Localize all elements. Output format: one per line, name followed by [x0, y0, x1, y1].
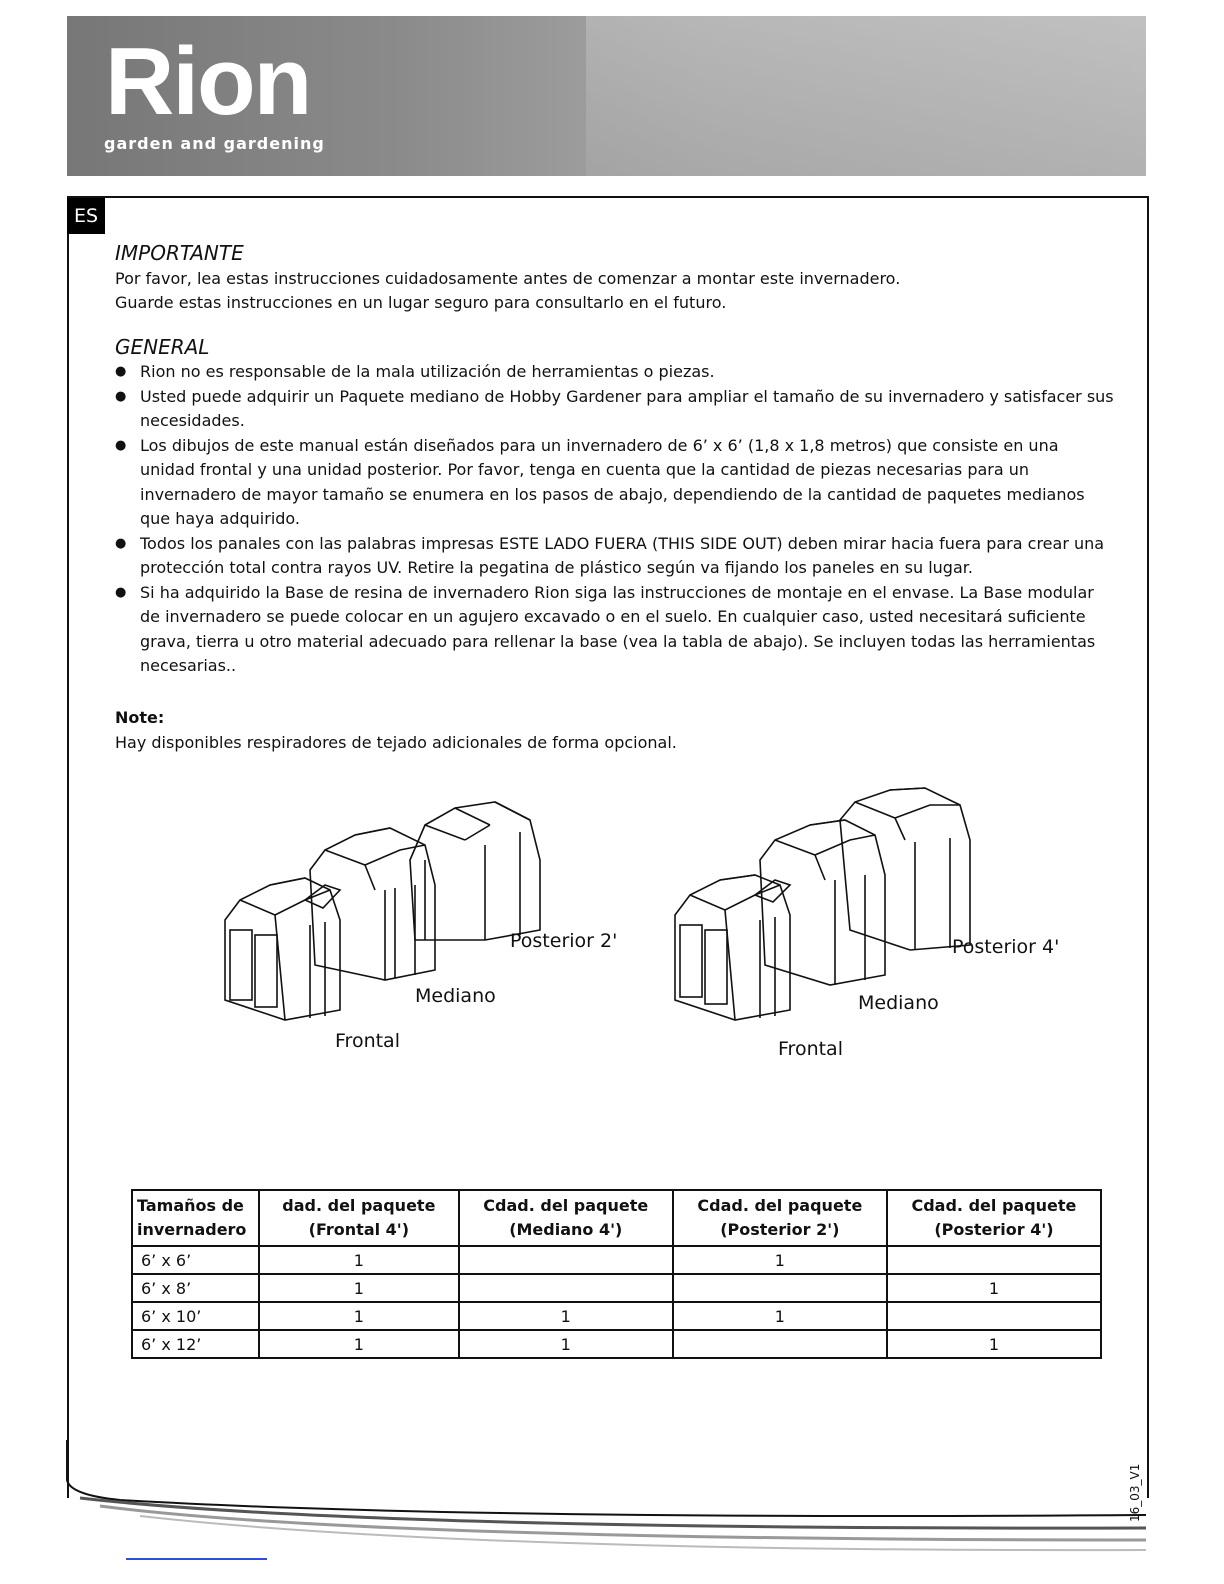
general-item: ● Todos los panales con las palabras impresas ESTE LADO FUERA (THIS SIDE OUT) deben mirar hacia fuera para crear una protección total contra rayos UV. Retire la pegatina de plástico según va fijando los paneles en su lugar.: [115, 532, 1115, 581]
general-title: GENERAL: [115, 335, 210, 359]
table-row: [132, 1246, 1101, 1274]
header-background-shade: [586, 16, 1146, 176]
header-banner: [67, 16, 1146, 176]
table-cell: 1: [259, 1330, 459, 1358]
general-item: ● Rion no es responsable de la mala utilización de herramientas o piezas.: [115, 360, 1115, 385]
importante-title: IMPORTANTE: [115, 241, 244, 265]
table-cell: [887, 1302, 1101, 1330]
table-cell: 1: [259, 1302, 459, 1330]
table-cell: [459, 1246, 673, 1274]
importante-line-1: Por favor, lea estas instrucciones cuidadosamente antes de comenzar a montar este invernadero.: [115, 269, 901, 288]
logo-tagline: garden and gardening: [104, 134, 325, 153]
table-cell: [887, 1246, 1101, 1274]
bottom-link-underline: [126, 1558, 267, 1560]
header-sizes: Tamaños de invernadero: [132, 1190, 259, 1246]
label-posterior-2ft: Posterior 2': [510, 930, 618, 952]
table-cell: [459, 1274, 673, 1302]
importante-line-2: Guarde estas instrucciones en un lugar seguro para consultarlo en el futuro.: [115, 293, 727, 312]
label-frontal-1: Frontal: [335, 1030, 400, 1052]
table-cell: 6’ x 6’: [132, 1246, 259, 1274]
language-badge: ES: [67, 198, 105, 234]
table-row: [132, 1330, 1101, 1358]
table-cell: 1: [459, 1330, 673, 1358]
table-cell: 6’ x 12’: [132, 1330, 259, 1358]
table-cell: 1: [459, 1302, 673, 1330]
label-mediano-1: Mediano: [415, 985, 496, 1007]
general-item: ● Si ha adquirido la Base de resina de invernadero Rion siga las instrucciones de montaje en el envase. La Base modular de invernadero se puede colocar en un agujero excavado o en el suelo. En cualquier caso, usted necesitará suficiente grava, tierra u otro material adecuado para rellenar la base (vea la tabla de abajo). Se incluyen todas las herramientas necesarias..: [115, 581, 1115, 679]
label-mediano-2: Mediano: [858, 992, 939, 1014]
table-cell: 6’ x 10’: [132, 1302, 259, 1330]
general-item: ● Usted puede adquirir un Paquete mediano de Hobby Gardener para ampliar el tamaño de su invernadero y satisfacer sus necesidades.: [115, 385, 1115, 434]
header-posterior-4: Cdad. del paquete (Posterior 4'): [887, 1190, 1101, 1246]
table-cell: 6’ x 8’: [132, 1274, 259, 1302]
table-cell: 1: [887, 1330, 1101, 1358]
package-quantity-table: [131, 1189, 1102, 1359]
label-posterior-4ft: Posterior 4': [952, 936, 1060, 958]
table-cell: 1: [887, 1274, 1101, 1302]
footer-swoosh: [60, 1440, 1150, 1560]
general-list: [115, 360, 1115, 679]
table-header-row: [132, 1190, 1101, 1246]
document-code: 16_03_V1: [1128, 1463, 1142, 1522]
table-cell: [673, 1274, 887, 1302]
table-cell: [673, 1330, 887, 1358]
table-row: [132, 1274, 1101, 1302]
header-posterior-2: Cdad. del paquete (Posterior 2'): [673, 1190, 887, 1246]
label-frontal-2: Frontal: [778, 1038, 843, 1060]
note-title: Note:: [115, 708, 165, 727]
note-text: Hay disponibles respiradores de tejado adicionales de forma opcional.: [115, 733, 677, 752]
table-cell: 1: [259, 1274, 459, 1302]
table-row: [132, 1302, 1101, 1330]
greenhouse-illustration-4ft: [665, 780, 1025, 1060]
header-mediano: Cdad. del paquete (Mediano 4'): [459, 1190, 673, 1246]
header-frontal: dad. del paquete (Frontal 4'): [259, 1190, 459, 1246]
table-cell: 1: [259, 1246, 459, 1274]
greenhouse-illustration-2ft: [215, 790, 635, 1060]
table-cell: 1: [673, 1246, 887, 1274]
table-cell: 1: [673, 1302, 887, 1330]
rion-logo: Rion: [105, 28, 311, 135]
general-item: ● Los dibujos de este manual están diseñados para un invernadero de 6’ x 6’ (1,8 x 1,8 metros) que consiste en una unidad frontal y una unidad posterior. Por favor, tenga en cuenta que la cantidad de piezas necesarias para un invernadero de mayor tamaño se enumera en los pasos de abajo, dependiendo de la cantidad de paquetes medianos que haya adquirido.: [115, 434, 1115, 532]
